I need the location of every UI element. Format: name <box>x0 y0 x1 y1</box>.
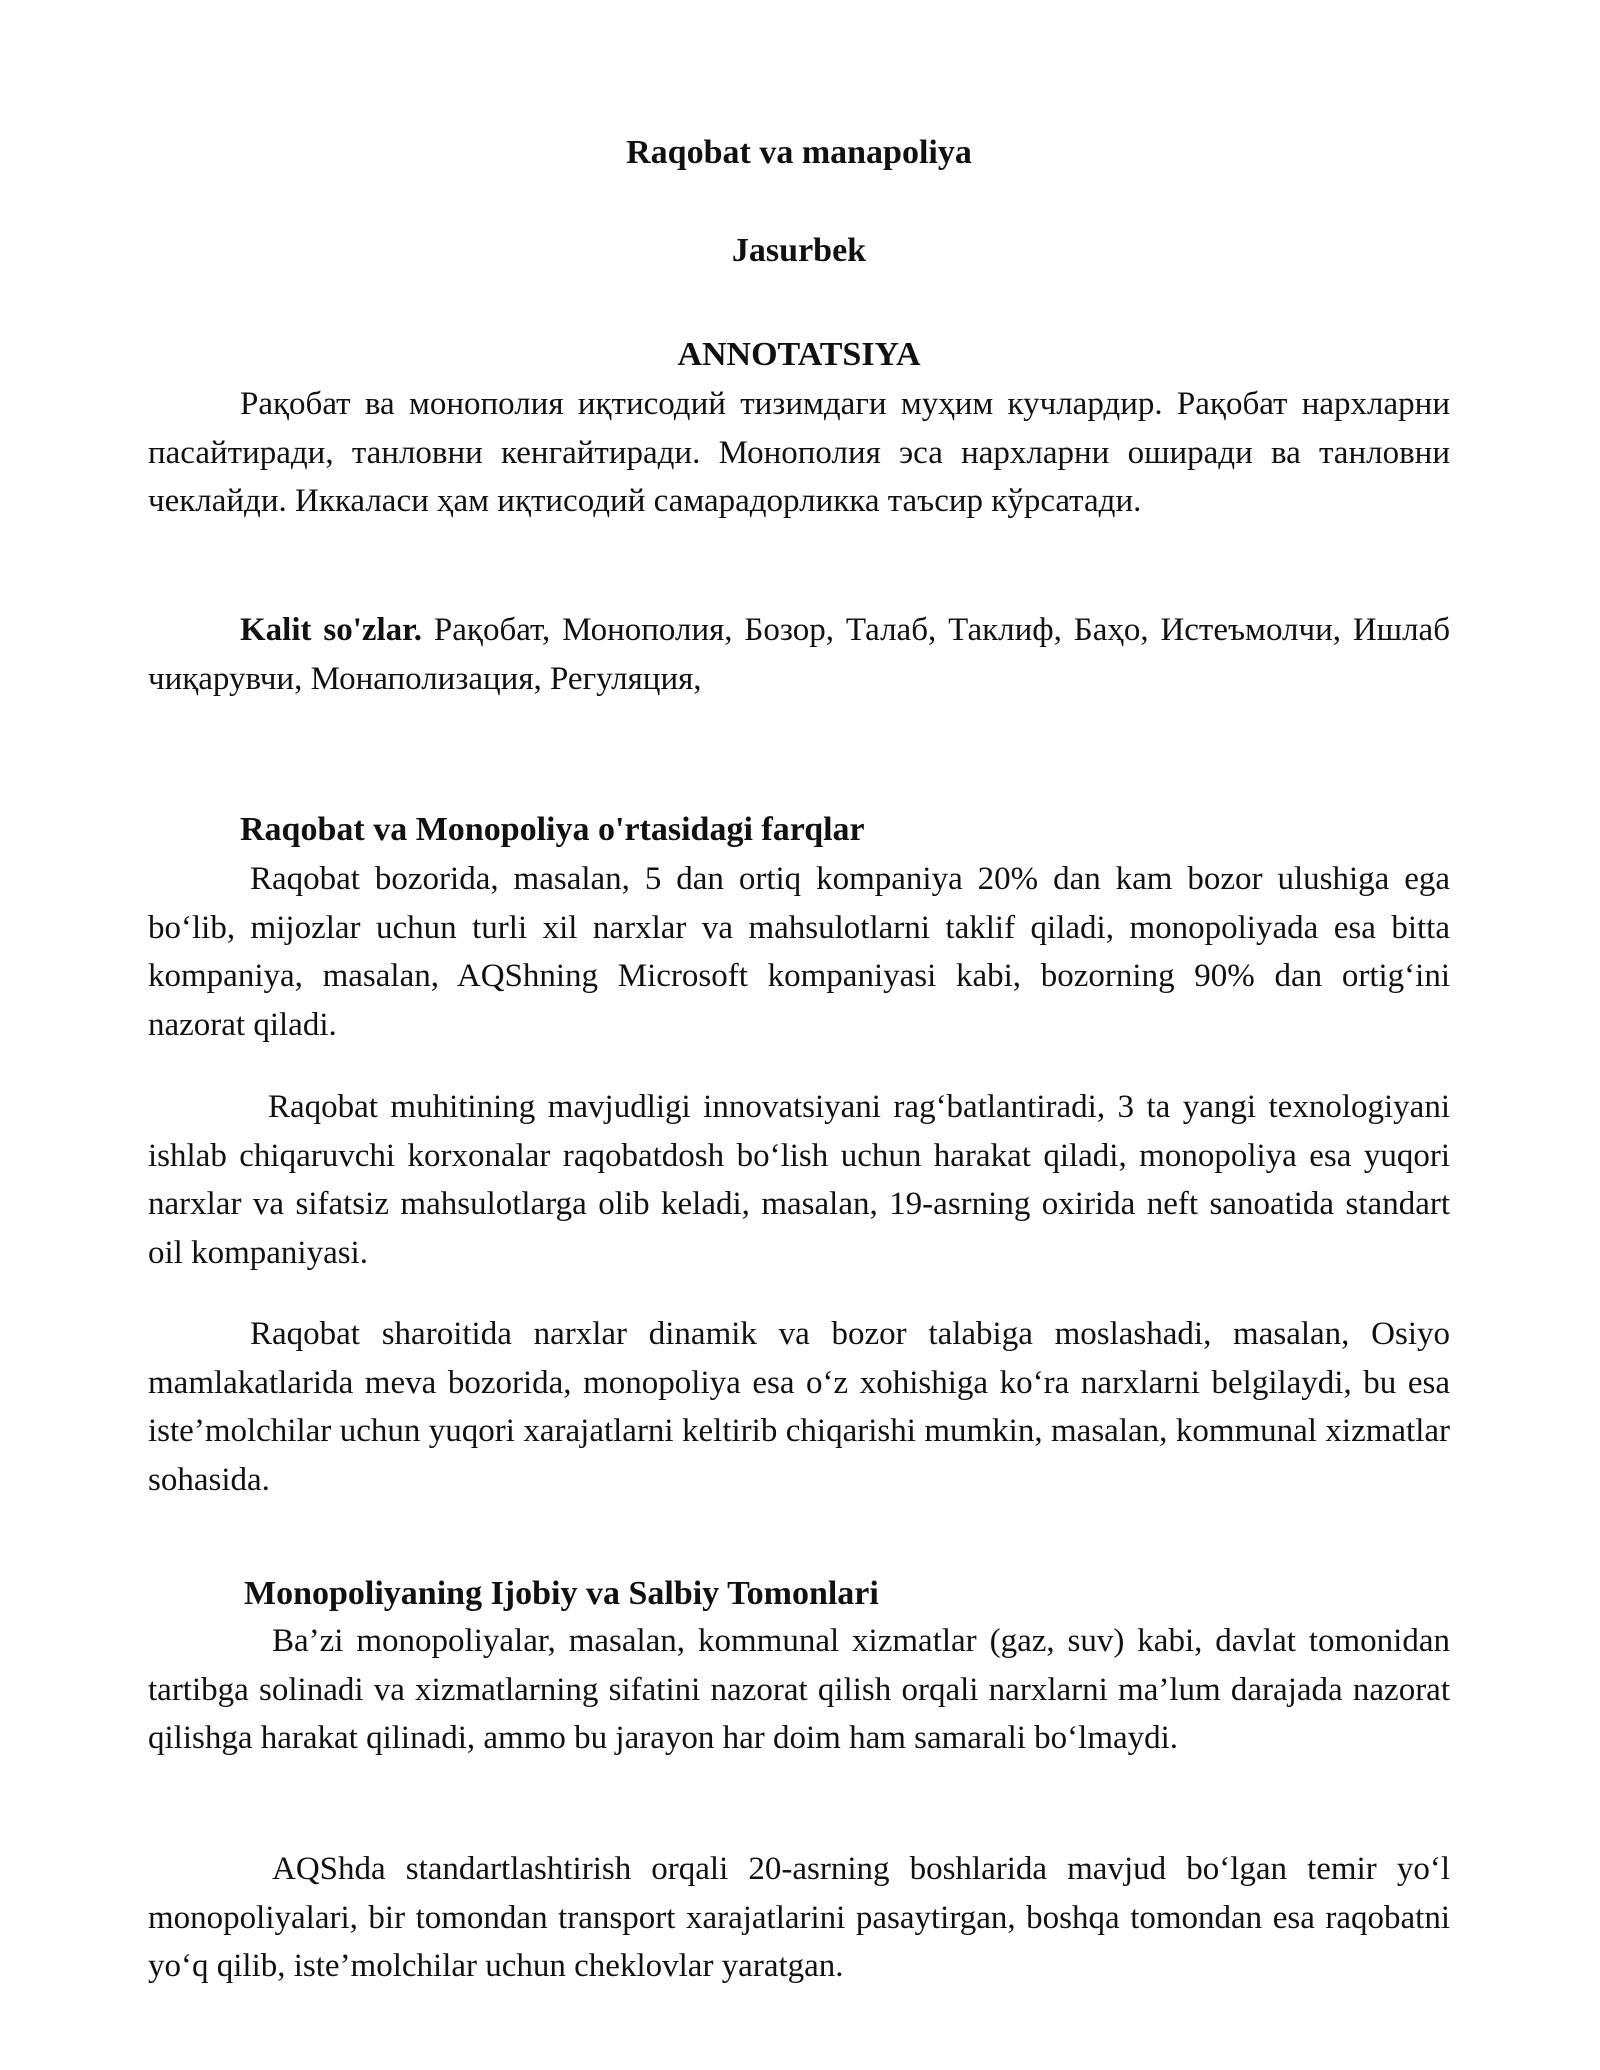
keywords-label: Kalit so'zlar. <box>240 612 423 648</box>
section-heading-pros-cons: Monopoliyaning Ijobiy va Salbiy Tomonlari <box>244 1575 879 1612</box>
paragraph-differences-1: Raqobat bozorida, masalan, 5 dan ortiq kompaniya 20% dan kam bozor ulushiga ega bo‘lib, mijozlar uchun turli xil narxlar va mahsulotlarni taklif qiladi, monopoliyada esa bitta kompaniya, masalan, AQShning Microsoft kompaniyasi kabi, bozorning 90% dan ortig‘ini nazorat qiladi. <box>148 861 1450 1043</box>
paragraph-differences-3: Raqobat sharoitida narxlar dinamik va bozor talabiga moslashadi, masalan, Osiyo mamlakatlarida meva bozorida, monopoliya esa o‘z xohishiga ko‘ra narxlarni belgilaydi, bu esa iste’molchilar uchun yuqori xarajatlarni keltirib chiqarishi mumkin, masalan, kommunal xizmatlar sohasida. <box>148 1316 1450 1498</box>
paragraph-pros-cons-1: Ba’zi monopoliyalar, masalan, kommunal xizmatlar (gaz, suv) kabi, davlat tomonidan tartibga solinadi va xizmatlarning sifatini nazorat qilish orqali narxlarni ma’lum darajada nazorat qilishga harakat qilinadi, ammo bu jarayon har doim ham samarali bo‘lmaydi. <box>148 1623 1450 1756</box>
author-name: Jasurbek <box>731 232 867 269</box>
document-title: Raqobat va manapoliya <box>626 134 972 171</box>
section-heading-differences: Raqobat va Monopoliya o'rtasidagi farqlar <box>240 811 865 848</box>
annotation-text: Рақобат ва монополия иқтисодий тизимдаги муҳим кучлардир. Рақобат нархларни пасайтиради, танловни кенгайтиради. Монополия эса нархларни оширади ва танловни чеклайди. Иккаласи ҳам иқтисодий самарадорликка таъсир кўрсатади. <box>148 386 1450 519</box>
keywords-list: Рақобат, Монополия, Бозор, Талаб, Таклиф, Баҳо, Истеъмолчи, Ишлаб чиқарувчи, Монаполизация, Регуляция, <box>148 612 1450 697</box>
paragraph-pros-cons-2: AQShda standartlashtirish orqali 20-asrning boshlarida mavjud bo‘lgan temir yo‘l monopoliyalari, bir tomondan transport xarajatlarini pasaytirgan, boshqa tomondan esa raqobatni yo‘q qilib, iste’molchilar uchun cheklovlar yaratgan. <box>148 1851 1450 1984</box>
keywords-paragraph <box>148 606 1450 703</box>
paragraph-differences-2: Raqobat muhitining mavjudligi innovatsiyani rag‘batlantiradi, 3 ta yangi texnologiyani ishlab chiqaruvchi korxonalar raqobatdosh bo‘lish uchun harakat qiladi, monopoliya esa yuqori narxlar va sifatsiz mahsulotlarga olib keladi, masalan, 19-asrning oxirida neft sanoatida standart oil kompaniyasi. <box>148 1089 1450 1271</box>
annotation-heading: ANNOTATSIYA <box>677 336 921 373</box>
